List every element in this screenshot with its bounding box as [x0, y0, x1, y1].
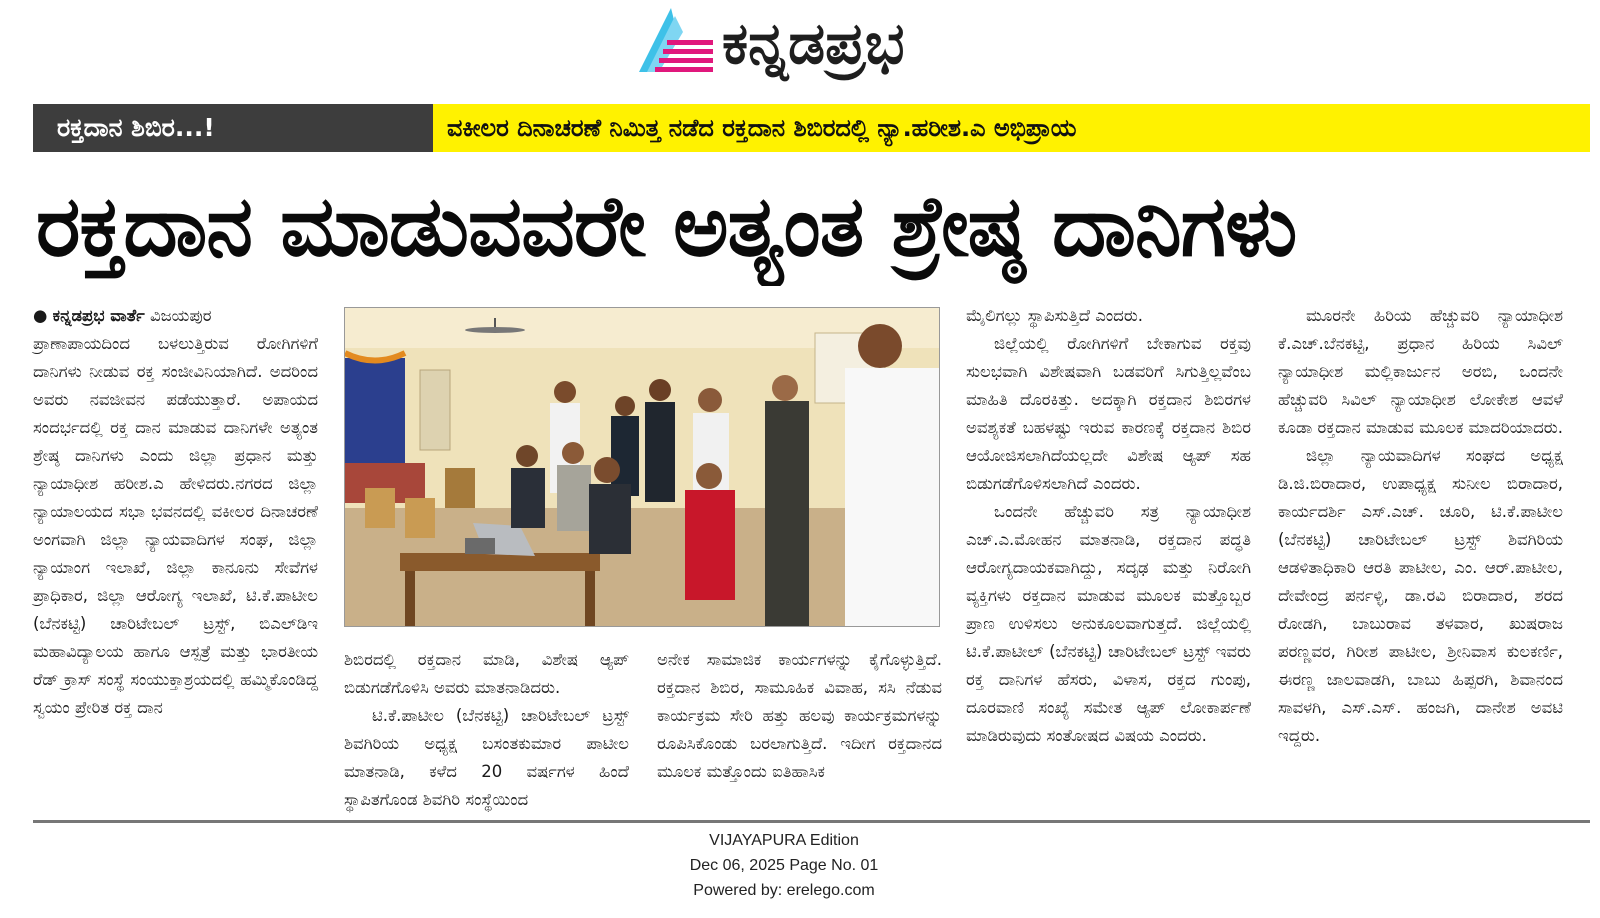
paragraph: ಜಿಲ್ಲಾ ನ್ಯಾಯವಾದಿಗಳ ಸಂಘದ ಅಧ್ಯಕ್ಷ ಡಿ.ಜಿ.ಬಿರಾದಾರ, ಉಪಾಧ್ಯಕ್ಷ ಸುನೀಲ ಬಿರಾದಾರ, ಕಾರ್ಯದರ್ಶಿ ಎಸ್.ಎಚ್. ಚೂರಿ, ಟಿ.ಕೆ.ಪಾಟೀಲ (ಬೆನಕಟ್ಟಿ) ಚಾರಿಟೇಬಲ್ ಟ್ರಸ್ಟ್ ಶಿವಗಿರಿಯ ಆಡಳಿತಾಧಿಕಾರಿ ಆರತಿ ಪಾಟೀಲ, ಎಂ. ಆರ್.ಪಾಟೀಲ, ದೇವೇಂದ್ರ ಪರ್ನಳ್ಳಿ, ಡಾ.ರವಿ ಬಿರಾದಾರ, ಶರದ ರೋಡಗಿ, ಬಾಬುರಾವ ತಳವಾರ, ಖುಷರಾಜ ಪರಣ್ಣವರ, ಗಿರೀಶ ಪಾಟೀಲ, ಶ್ರೀನಿವಾಸ ಕುಲಕರ್ಣಿ, ಈರಣ್ಣ ಜಾಲವಾಡಗಿ, ಬಾಬು ಹಿಪ್ಪರಗಿ, ಶಿವಾನಂದ ಸಾವಳಗಿ, ಎಸ್.ಎಸ್. ಹಂಜಗಿ, ದಾನೇಶ ಅವಟಿ ಇದ್ದರು.	[1278, 446, 1563, 745]
article-column-3	[657, 646, 942, 786]
masthead-title: ಕನ್ನಡಪ್ರಭ	[722, 9, 905, 77]
paragraph: ಶಿಬಿರದಲ್ಲಿ ರಕ್ತದಾನ ಮಾಡಿ, ವಿಶೇಷ ಆ್ಯಪ್ ಬಿಡುಗಡೆಗೊಳಿಸಿ ಅವರು ಮಾತನಾಡಿದರು.	[344, 650, 629, 697]
paragraph: ಪ್ರಾಣಾಪಾಯದಿಂದ ಬಳಲುತ್ತಿರುವ ರೋಗಿಗಳಿಗೆ ದಾನಿಗಳು ನೀಡುವ ರಕ್ತ ಸಂಜೀವಿನಿಯಾಗಿದೆ. ಅದರಿಂದ ಅವರು ನವಜೀವನ ಪಡೆಯುತ್ತಾರೆ. ಅಪಾಯದ ಸಂದರ್ಭದಲ್ಲಿ ರಕ್ತ ದಾನ ಮಾಡುವ ದಾನಿಗಳೇ ಅತ್ಯಂತ ಶ್ರೇಷ್ಠ ದಾನಿಗಳು ಎಂದು ಜಿಲ್ಲಾ ಪ್ರಧಾನ ಮತ್ತು ನ್ಯಾಯಾಧೀಶ ಹರೀಶ.ಎ ಹೇಳಿದರು.ನಗರದ ಜಿಲ್ಲಾ ನ್ಯಾಯಾಲಯದ ಸಭಾ ಭವನದಲ್ಲಿ ವಕೀಲರ ದಿನಾಚರಣೆ ಅಂಗವಾಗಿ ಜಿಲ್ಲಾ ನ್ಯಾಯವಾದಿಗಳ ಸಂಘ, ಜಿಲ್ಲಾ ನ್ಯಾಯಾಂಗ ಇಲಾಖೆ, ಜಿಲ್ಲಾ ಕಾನೂನು ಸೇವೆಗಳ ಪ್ರಾಧಿಕಾರ, ಜಿಲ್ಲಾ ಆರೋಗ್ಯ ಇಲಾಖೆ, ಟಿ.ಕೆ.ಪಾಟೀಲ (ಬೆನಕಟ್ಟಿ) ಚಾರಿಟೇಬಲ್ ಟ್ರಸ್ಟ್, ಬಿಎಲ್‌ಡಿಇ ಮಹಾವಿದ್ಯಾಲಯ ಹಾಗೂ ಆಸ್ಪತ್ರೆ ಮತ್ತು ಭಾರತೀಯ ರೆಡ್ ಕ್ರಾಸ್ ಸಂಸ್ಥೆ ಸಂಯುಕ್ತಾಶ್ರಯದಲ್ಲಿ ಹಮ್ಮಿಕೊಂಡಿದ್ದ ಸ್ವಯಂ ಪ್ರೇರಿತ ರಕ್ತ ದಾನ	[33, 334, 318, 717]
article-column-2	[344, 646, 629, 814]
paragraph: ಮೈಲಿಗಲ್ಲು ಸ್ಥಾಪಿಸುತ್ತಿದೆ ಎಂದರು.	[966, 306, 1144, 325]
kicker-subhead: ವಕೀಲರ ದಿನಾಚರಣೆ ನಿಮಿತ್ತ ನಡೆದ ರಕ್ತದಾನ ಶಿಬಿರದಲ್ಲಿ ನ್ಯಾ.ಹರೀಶ.ಎ ಅಭಿಪ್ರಾಯ	[433, 104, 1590, 152]
footer-powered-by[interactable]: Powered by: erelego.com	[693, 882, 875, 899]
paragraph: ಜಿಲ್ಲೆಯಲ್ಲಿ ರೋಗಿಗಳಿಗೆ ಬೇಕಾಗುವ ರಕ್ತವು ಸುಲಭವಾಗಿ ವಿಶೇಷವಾಗಿ ಬಡವರಿಗೆ ಸಿಗುತ್ತಿಲ್ಲವೆಂಬ ಮಾಹಿತಿ ದೊರಕಿತ್ತು. ಅದಕ್ಕಾಗಿ ರಕ್ತದಾನ ಶಿಬಿರಗಳ ಅವಶ್ಯಕತೆ ಬಹಳಷ್ಟು ಇರುವ ಕಾರಣಕ್ಕೆ ರಕ್ತದಾನ ಶಿಬಿರ ಆಯೋಜಿಸಲಾಗಿದೆಯಲ್ಲದೇ ವಿಶೇಷ ಆ್ಯಪ್ ಸಹ ಬಿಡುಗಡೆಗೊಳಿಸಲಾಗಿದೆ ಎಂದರು.	[966, 334, 1251, 493]
news-photo	[344, 307, 940, 627]
byline-source: ಕನ್ನಡಪ್ರಭ ವಾರ್ತೆ	[52, 306, 145, 325]
paragraph: ಟಿ.ಕೆ.ಪಾಟೀಲ (ಬೆನಕಟ್ಟಿ) ಚಾರಿಟೇಬಲ್ ಟ್ರಸ್ಟ್ ಶಿವಗಿರಿಯ ಅಧ್ಯಕ್ಷ ಬಸಂತಕುಮಾರ ಪಾಟೀಲ ಮಾತನಾಡಿ, ಕಳೆದ 20 ವರ್ಷಗಳ ಹಿಂದೆ ಸ್ಥಾಪಿತಗೊಂಡ ಶಿವಗಿರಿ ಸಂಸ್ಥೆಯಿಂದ	[344, 706, 629, 809]
footer-date-page: Dec 06, 2025 Page No. 01	[689, 857, 879, 874]
photo-blood-donation-camp	[345, 308, 939, 626]
paragraph: ಮೂರನೇ ಹಿರಿಯ ಹೆಚ್ಚುವರಿ ನ್ಯಾಯಾಧೀಶ ಕೆ.ಎಚ್.ಬೆನಕಟ್ಟಿ, ಪ್ರಧಾನ ಹಿರಿಯ ಸಿವಿಲ್ ನ್ಯಾಯಾಧೀಶ ಮಲ್ಲಿಕಾರ್ಜುನ ಅರಬಿ, ಒಂದನೇ ಹೆಚ್ಚುವರಿ ಸಿವಿಲ್ ನ್ಯಾಯಾಧೀಶ ಲೋಕೇಶ ಆವಳೆ ಕೂಡಾ ರಕ್ತದಾನ ಮಾಡುವ ಮೂಲಕ ಮಾದರಿಯಾದರು.	[1278, 306, 1563, 437]
kicker-label: ರಕ್ತದಾನ ಶಿಬಿರ...!	[33, 104, 433, 152]
footer	[0, 828, 1568, 903]
byline	[33, 302, 318, 330]
footer-edition: VIJAYAPURA Edition	[709, 832, 859, 849]
article-column-5	[1278, 302, 1563, 750]
article-column-4	[966, 302, 1251, 750]
masthead	[0, 0, 1600, 92]
byline-place: ವಿಜಯಪುರ	[149, 306, 212, 325]
kannadaprabha-logo-icon	[637, 6, 717, 76]
footer-divider	[33, 820, 1590, 823]
kicker-bar	[33, 104, 1590, 152]
headline: ರಕ್ತದಾನ ಮಾಡುವವರೇ ಅತ್ಯಂತ ಶ್ರೇಷ್ಠ ದಾನಿಗಳು	[36, 177, 1297, 275]
article-column-1	[33, 302, 318, 722]
paragraph: ಅನೇಕ ಸಾಮಾಜಿಕ ಕಾರ್ಯಗಳನ್ನು ಕೈಗೊಳ್ಳುತ್ತಿದೆ. ರಕ್ತದಾನ ಶಿಬಿರ, ಸಾಮೂಹಿಕ ವಿವಾಹ, ಸಸಿ ನೆಡುವ ಕಾರ್ಯಕ್ರಮ ಸೇರಿ ಹತ್ತು ಹಲವು ಕಾರ್ಯಕ್ರಮಗಳನ್ನು ರೂಪಿಸಿಕೊಂಡು ಬರಲಾಗುತ್ತಿದೆ. ಇದೀಗ ರಕ್ತದಾನದ ಮೂಲಕ ಮತ್ತೊಂದು ಐತಿಹಾಸಿಕ	[657, 650, 942, 781]
paragraph: ಒಂದನೇ ಹೆಚ್ಚುವರಿ ಸತ್ರ ನ್ಯಾಯಾಧೀಶ ಎಚ್.ಎ.ಮೋಹನ ಮಾತನಾಡಿ, ರಕ್ತದಾನ ಪದ್ಧತಿ ಆರೋಗ್ಯದಾಯಕವಾಗಿದ್ದು, ಸದೃಢ ಮತ್ತು ನಿರೋಗಿ ವ್ಯಕ್ತಿಗಳು ರಕ್ತದಾನ ಮಾಡುವ ಮೂಲಕ ಮತ್ತೊಬ್ಬರ ಪ್ರಾಣ ಉಳಿಸಲು ಅನುಕೂಲವಾಗುತ್ತದೆ. ಜಿಲ್ಲೆಯಲ್ಲಿ ಟಿ.ಕೆ.ಪಾಟೀಲ್ (ಬೆನಕಟ್ಟಿ) ಚಾರಿಟೇಬಲ್ ಟ್ರಸ್ಟ್ ಇವರು ರಕ್ತ ದಾನಿಗಳ ಹೆಸರು, ವಿಳಾಸ, ರಕ್ತದ ಗುಂಪು, ದೂರವಾಣಿ ಸಂಖ್ಯೆ ಸಮೇತ ಆ್ಯಪ್ ಲೋಕಾರ್ಪಣೆ ಮಾಡಿರುವುದು ಸಂತೋಷದ ವಿಷಯ ಎಂದರು.	[966, 502, 1251, 745]
byline-bullet: ●	[33, 306, 48, 325]
